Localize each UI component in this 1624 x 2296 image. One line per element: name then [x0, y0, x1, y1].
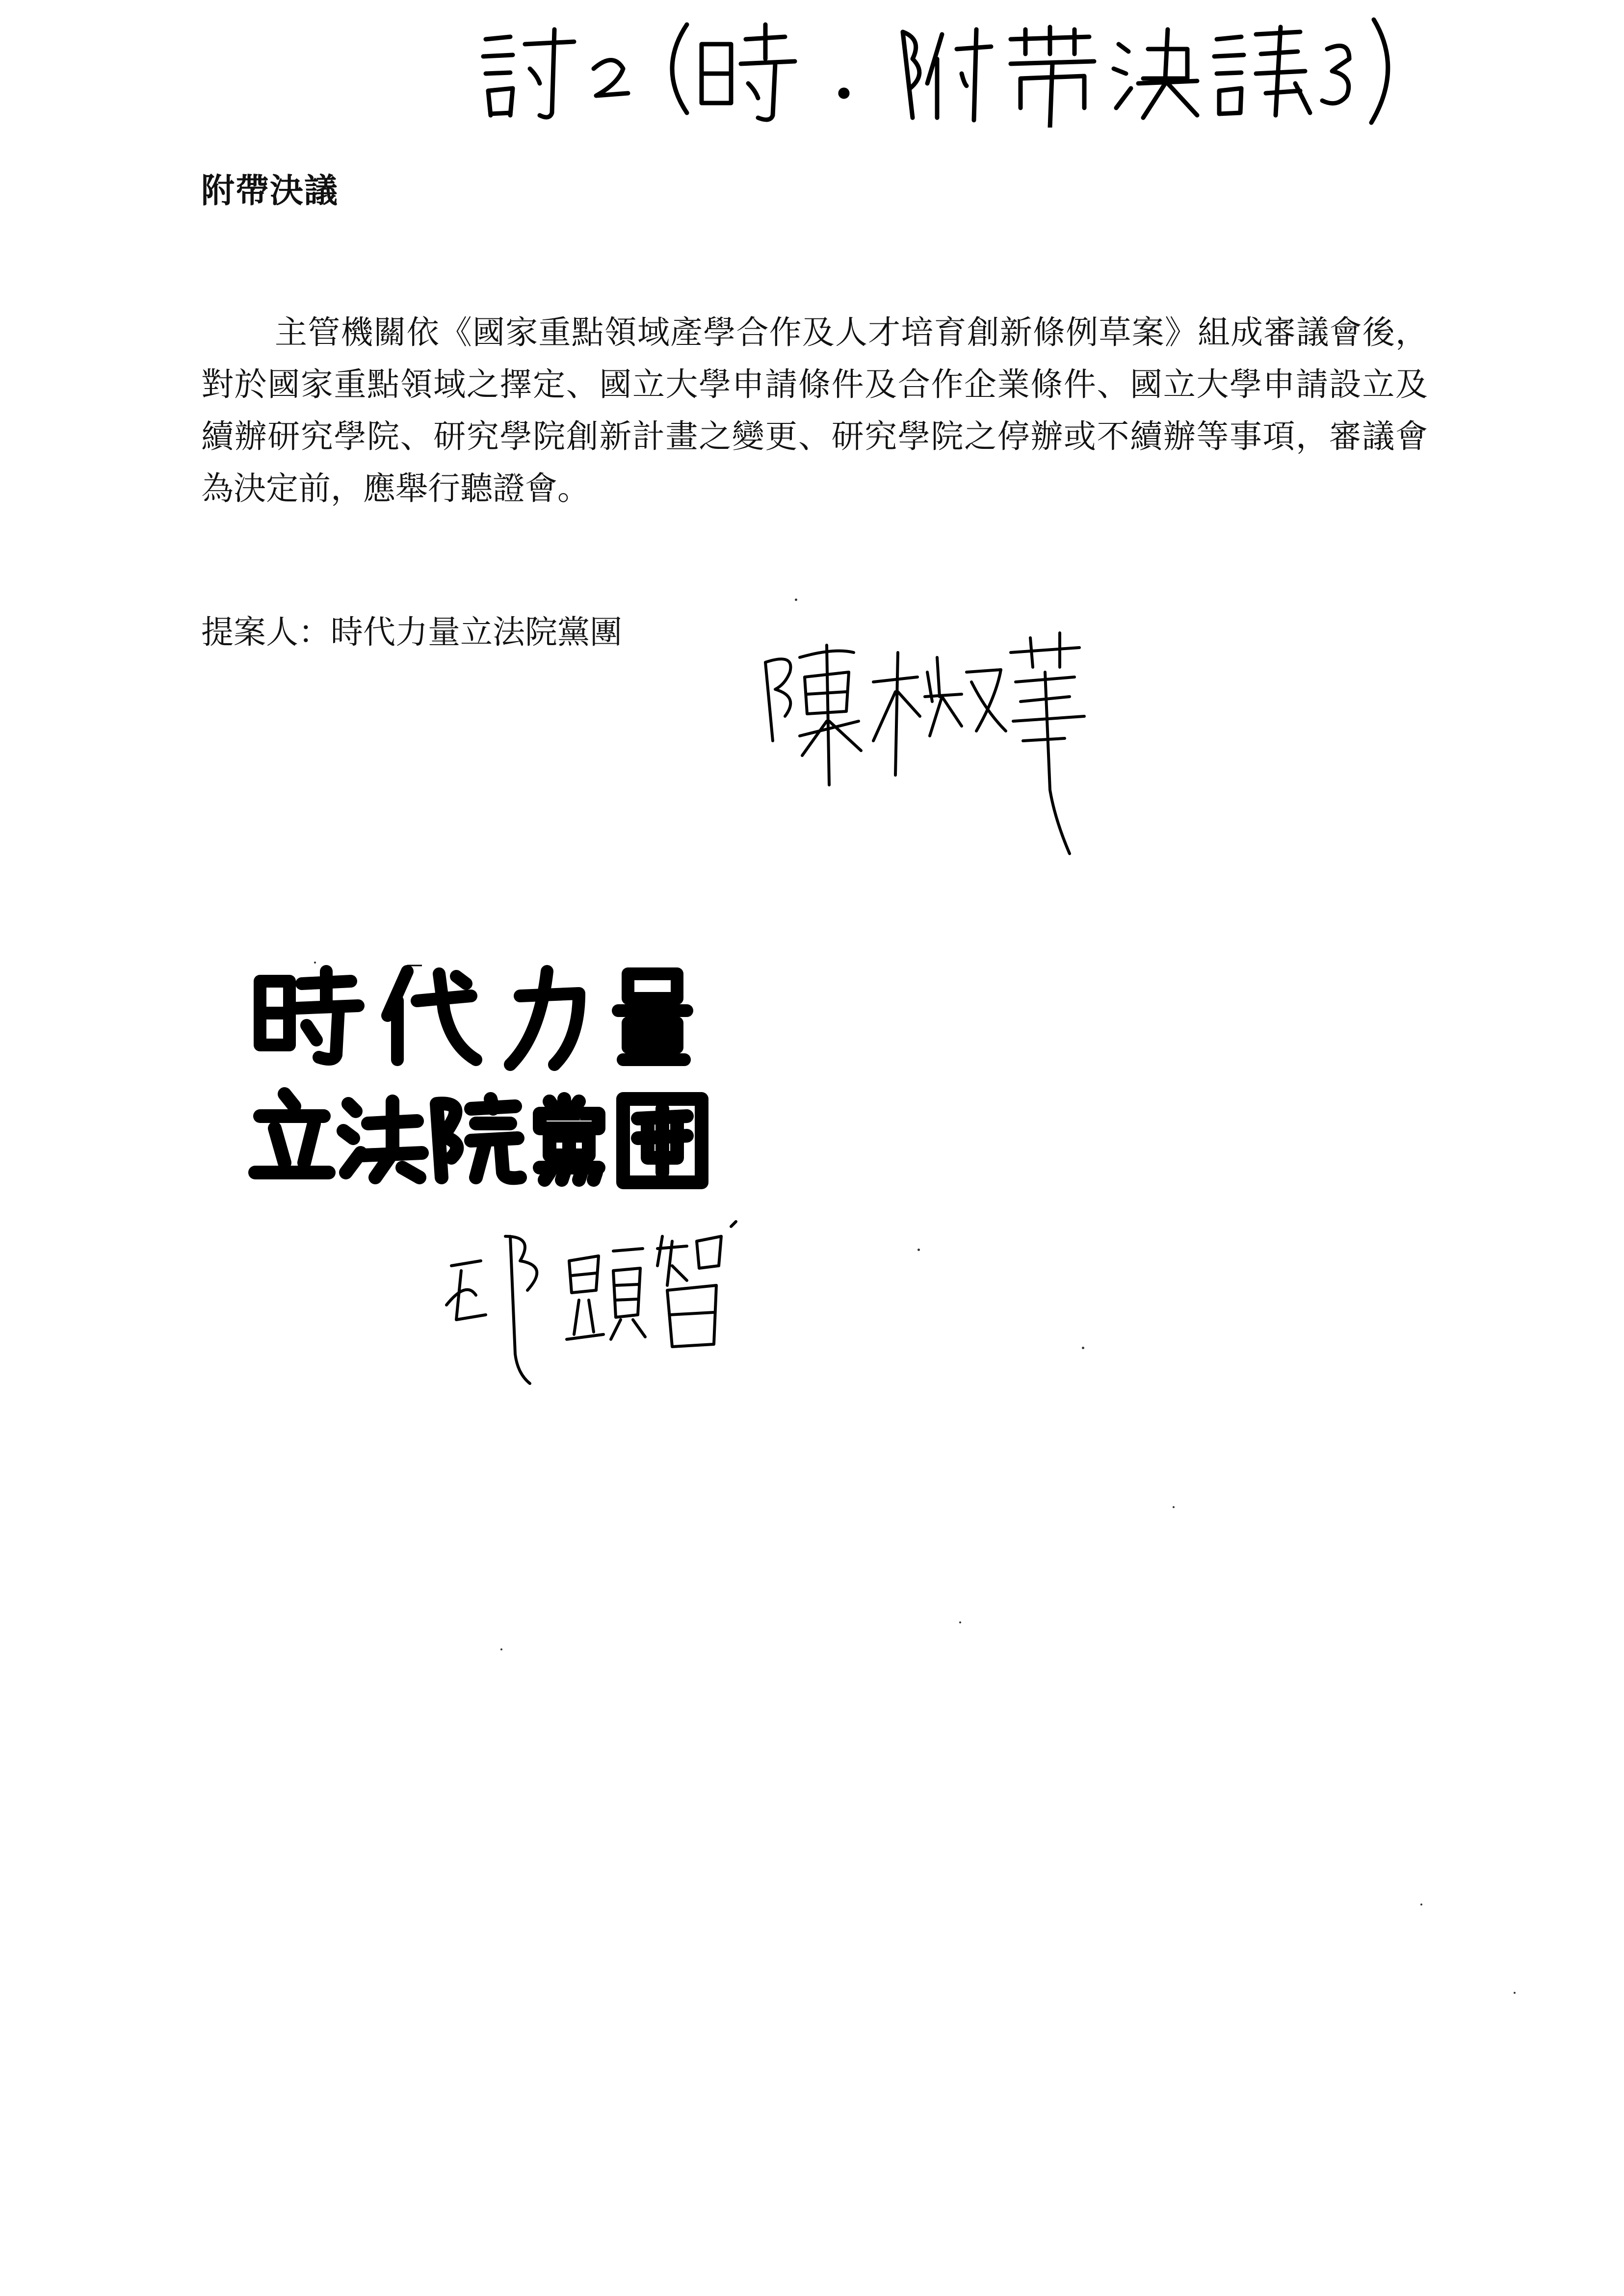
scan-speck	[314, 962, 316, 964]
signature-chen	[756, 599, 1128, 863]
document-heading: 附帶決議	[201, 172, 339, 210]
scan-speck	[917, 1249, 920, 1251]
handwritten-annotation	[471, 10, 1403, 128]
scan-speck	[579, 1119, 581, 1121]
scan-speck	[1420, 1904, 1422, 1905]
signature-chiu	[432, 1207, 756, 1413]
proposer-line: 提案人：時代力量立法院黨團	[201, 613, 622, 651]
resolution-body: 主管機關依《國家重點領域產學合作及人才培育創新條例草案》組成審議會後，對於國家重點領域之擇定、國立大學申請條件及合作企業條件、國立大學申請設立及續辦研究學院、研究學院創新計畫之變更、研究學院之停辦或不續辦等事項，審議會為決定前，應舉行聽證會。	[201, 313, 1428, 507]
party-stamp	[245, 962, 716, 1217]
scan-speck	[500, 1648, 502, 1650]
scan-speck	[1173, 1506, 1175, 1508]
scan-speck	[959, 1621, 961, 1623]
scan-speck	[1514, 1992, 1516, 1994]
scan-speck	[795, 599, 797, 601]
scan-speck	[1082, 1347, 1084, 1349]
